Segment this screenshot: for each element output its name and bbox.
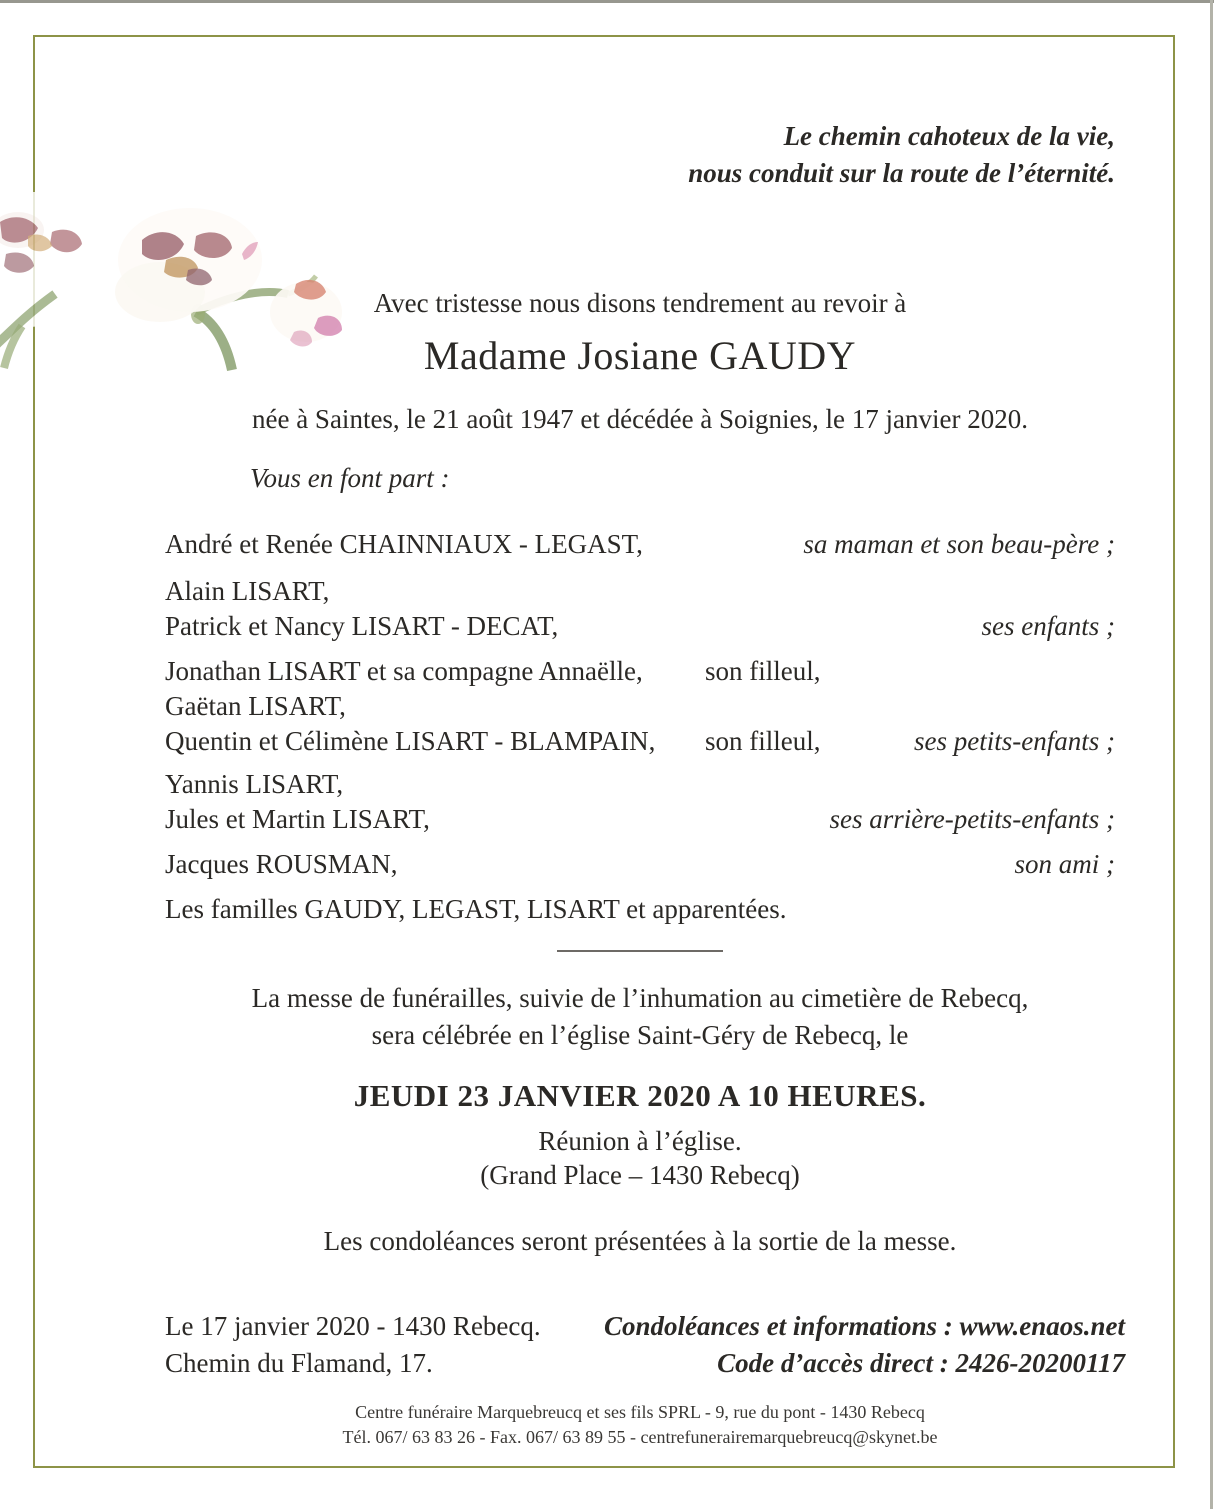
funeral-home-address: Centre funéraire Marquebreucq et ses fils SPRL - 9, rue du pont - 1430 Rebecq [355, 1402, 925, 1422]
epigraph-line-1: Le chemin cahoteux de la vie, [783, 121, 1115, 151]
family-names: Patrick et Nancy LISART - DECAT, [165, 611, 559, 641]
ceremony-datetime: JEUDI 23 JANVIER 2020 A 10 HEURES. [353, 1078, 927, 1113]
family-row [165, 654, 1115, 689]
family-row [165, 574, 1115, 609]
ceremony-line-1: La messe de funérailles, suivie de l’inhumation au cimetière de Rebecq, [251, 983, 1029, 1013]
family-names: Yannis LISART, [165, 769, 344, 799]
family-relation: ses arrière-petits-enfants ; [829, 804, 1115, 834]
family-relation: ses petits-enfants ; [914, 726, 1115, 756]
notice-intro: Vous en font part : [250, 463, 450, 493]
condolences-note: Les condoléances seront présentées à la sortie de la messe. [323, 1226, 957, 1256]
family-role: son filleul, [705, 656, 821, 686]
family-names: Jules et Martin LISART, [165, 804, 430, 834]
online-info [604, 1308, 1125, 1382]
family-row [165, 724, 1115, 759]
family-row [165, 609, 1115, 644]
family-list [165, 520, 1115, 927]
online-access-code: Code d’accès direct : 2426-20200117 [717, 1348, 1125, 1378]
epigraph-line-2: nous conduit sur la route de l’éternité. [688, 158, 1115, 188]
dateline [165, 1308, 541, 1382]
family-names: Jacques ROUSMAN, [165, 849, 398, 879]
family-row [165, 892, 1115, 927]
family-row [165, 689, 1115, 724]
family-role: son filleul, [705, 726, 821, 756]
ceremony-location: (Grand Place – 1430 Rebecq) [480, 1160, 800, 1190]
family-row [165, 767, 1115, 802]
family-row [165, 802, 1115, 837]
scan-edge-right [1210, 0, 1213, 1509]
family-names: André et Renée CHAINNIAUX - LEGAST, [165, 529, 643, 559]
family-names: Jonathan LISART et sa compagne Annaëlle, [165, 656, 643, 686]
family-relation: sa maman et son beau-père ; [803, 529, 1115, 559]
family-names: Les familles GAUDY, LEGAST, LISART et apparentées. [165, 894, 787, 924]
funeral-home-footer [165, 1400, 1115, 1450]
scan-edge-top [0, 0, 1214, 3]
funeral-home-contact: Tél. 067/ 63 83 26 - Fax. 067/ 63 89 55 - centrefunerairemarquebreucq@skynet.be [342, 1427, 938, 1447]
dateline-date-place: Le 17 janvier 2020 - 1430 Rebecq. [165, 1311, 541, 1341]
family-names: Quentin et Célimène LISART - BLAMPAIN, [165, 726, 656, 756]
family-names: Gaëtan LISART, [165, 691, 346, 721]
dateline-address: Chemin du Flamand, 17. [165, 1348, 433, 1378]
ceremony-meeting: Réunion à l’église. [538, 1126, 742, 1156]
ceremony-line-2: sera célébrée en l’église Saint-Géry de Rebecq, le [371, 1020, 909, 1050]
family-names: Alain LISART, [165, 576, 330, 606]
section-divider [557, 950, 723, 952]
family-row [165, 527, 1115, 562]
family-relation: ses enfants ; [981, 611, 1115, 641]
online-info-site: Condoléances et informations : www.enaos.net [603, 1311, 1125, 1341]
family-row [165, 847, 1115, 882]
announcement-intro: Avec tristesse nous disons tendrement au revoir à [373, 288, 907, 318]
family-relation: son ami ; [1014, 849, 1115, 879]
epigraph [688, 118, 1115, 192]
deceased-name: Madame Josiane GAUDY [423, 333, 857, 378]
life-dates: née à Saintes, le 21 août 1947 et décédée à Soignies, le 17 janvier 2020. [251, 404, 1028, 434]
